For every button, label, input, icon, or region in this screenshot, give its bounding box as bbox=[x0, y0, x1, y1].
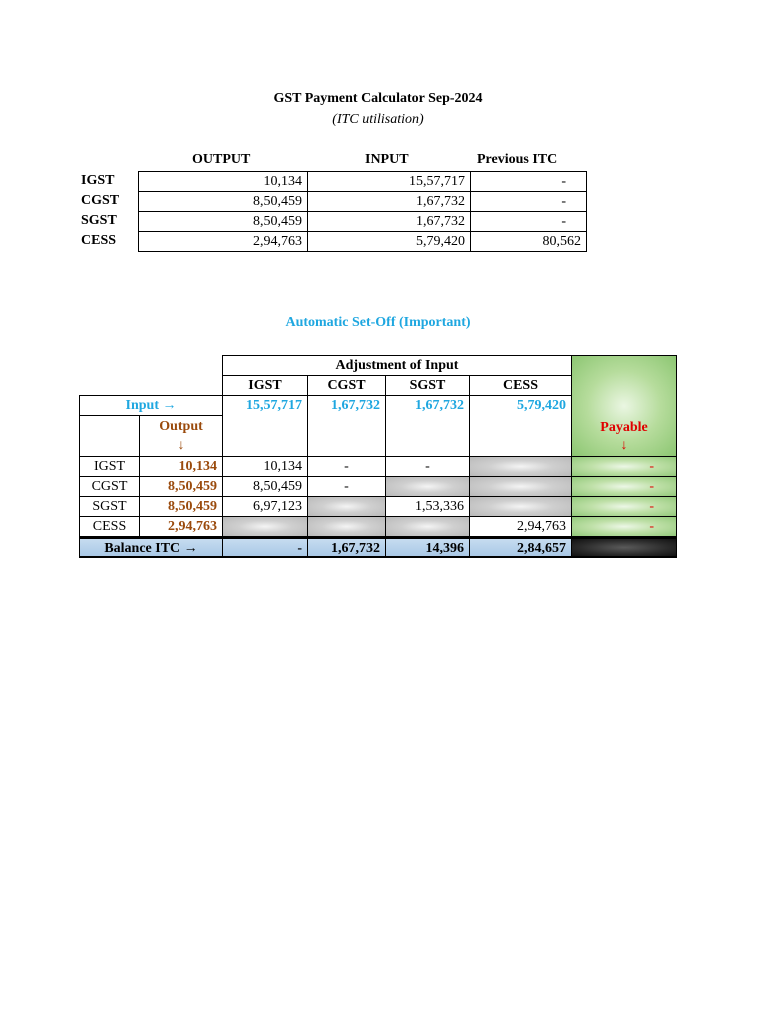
cess-adjust-cell: 2,94,763 bbox=[469, 516, 572, 537]
igst-adjust-cell: 10,134 bbox=[222, 456, 308, 477]
summary-row-label: SGST bbox=[81, 213, 117, 228]
setoff-title: Automatic Set-Off (Important) bbox=[285, 315, 471, 330]
payable-value: - bbox=[571, 476, 677, 497]
blocked-cell bbox=[385, 516, 470, 537]
row-label-sgst: SGST bbox=[79, 496, 140, 517]
summary-input-cell[interactable]: 15,57,717 bbox=[308, 172, 471, 192]
summary-output-cell[interactable]: 8,50,459 bbox=[139, 192, 308, 212]
col-header-sgst: SGST bbox=[385, 375, 470, 396]
down-arrow-icon: ↓ bbox=[620, 438, 628, 453]
blocked-cell bbox=[222, 516, 308, 537]
summary-col-input: INPUT bbox=[365, 152, 409, 167]
blocked-cell bbox=[469, 456, 572, 477]
table-row bbox=[139, 212, 587, 232]
summary-row-label: CGST bbox=[81, 193, 120, 208]
balance-payable-dark-cell bbox=[571, 537, 677, 558]
balance-itc-label: Balance ITC → bbox=[79, 537, 223, 558]
blocked-cell bbox=[469, 496, 572, 517]
summary-row-label: CESS bbox=[81, 233, 117, 248]
blank-cell bbox=[79, 415, 140, 457]
table-row bbox=[139, 192, 587, 212]
summary-row-label: IGST bbox=[81, 173, 115, 188]
payable-value: - bbox=[571, 456, 677, 477]
sgst-adjust-cell: 1,53,336 bbox=[385, 496, 470, 517]
summary-output-cell[interactable]: 2,94,763 bbox=[139, 232, 308, 252]
table-row bbox=[139, 232, 587, 252]
summary-table bbox=[138, 171, 587, 252]
adjustment-header: Adjustment of Input bbox=[222, 355, 572, 376]
payable-value: - bbox=[571, 496, 677, 517]
page-subtitle: (ITC utilisation) bbox=[332, 112, 424, 127]
summary-previous-cell[interactable]: 80,562 bbox=[471, 232, 587, 252]
down-arrow-icon: ↓ bbox=[177, 438, 185, 453]
output-value: 8,50,459 bbox=[139, 496, 223, 517]
output-value: 2,94,763 bbox=[139, 516, 223, 537]
summary-previous-cell[interactable]: - bbox=[471, 192, 587, 212]
balance-cgst: 1,67,732 bbox=[307, 537, 386, 558]
input-value-sgst: 1,67,732 bbox=[385, 395, 470, 457]
payable-header-cell bbox=[571, 355, 677, 457]
blocked-cell bbox=[307, 496, 386, 517]
summary-col-previous-itc: Previous ITC bbox=[477, 152, 558, 167]
igst-adjust-cell: 6,97,123 bbox=[222, 496, 308, 517]
balance-sgst: 14,396 bbox=[385, 537, 470, 558]
output-value: 10,134 bbox=[139, 456, 223, 477]
payable-label: Payable bbox=[600, 420, 648, 435]
row-label-cess: CESS bbox=[79, 516, 140, 537]
col-header-cgst: CGST bbox=[307, 375, 386, 396]
summary-input-cell[interactable]: 5,79,420 bbox=[308, 232, 471, 252]
payable-value: - bbox=[571, 516, 677, 537]
row-label-cgst: CGST bbox=[79, 476, 140, 497]
igst-adjust-cell: 8,50,459 bbox=[222, 476, 308, 497]
col-header-igst: IGST bbox=[222, 375, 308, 396]
summary-output-cell[interactable]: 8,50,459 bbox=[139, 212, 308, 232]
blocked-cell bbox=[385, 476, 470, 497]
page-title: GST Payment Calculator Sep-2024 bbox=[273, 91, 483, 106]
blocked-cell bbox=[469, 476, 572, 497]
input-row-label: Input → bbox=[79, 395, 223, 416]
table-row bbox=[139, 172, 587, 192]
balance-cess: 2,84,657 bbox=[469, 537, 572, 558]
cgst-adjust-cell: - bbox=[307, 476, 386, 497]
input-value-cgst: 1,67,732 bbox=[307, 395, 386, 457]
output-label: Output bbox=[159, 419, 203, 434]
summary-input-cell[interactable]: 1,67,732 bbox=[308, 212, 471, 232]
balance-igst: - bbox=[222, 537, 308, 558]
input-value-igst: 15,57,717 bbox=[222, 395, 308, 457]
row-label-igst: IGST bbox=[79, 456, 140, 477]
cgst-adjust-cell: - bbox=[307, 456, 386, 477]
summary-input-cell[interactable]: 1,67,732 bbox=[308, 192, 471, 212]
output-value: 8,50,459 bbox=[139, 476, 223, 497]
blocked-cell bbox=[307, 516, 386, 537]
summary-output-cell[interactable]: 10,134 bbox=[139, 172, 308, 192]
summary-col-output: OUTPUT bbox=[192, 152, 251, 167]
summary-previous-cell[interactable]: - bbox=[471, 172, 587, 192]
input-value-cess: 5,79,420 bbox=[469, 395, 572, 457]
summary-previous-cell[interactable]: - bbox=[471, 212, 587, 232]
output-header-cell bbox=[139, 415, 223, 457]
sgst-adjust-cell: - bbox=[385, 456, 470, 477]
col-header-cess: CESS bbox=[469, 375, 572, 396]
